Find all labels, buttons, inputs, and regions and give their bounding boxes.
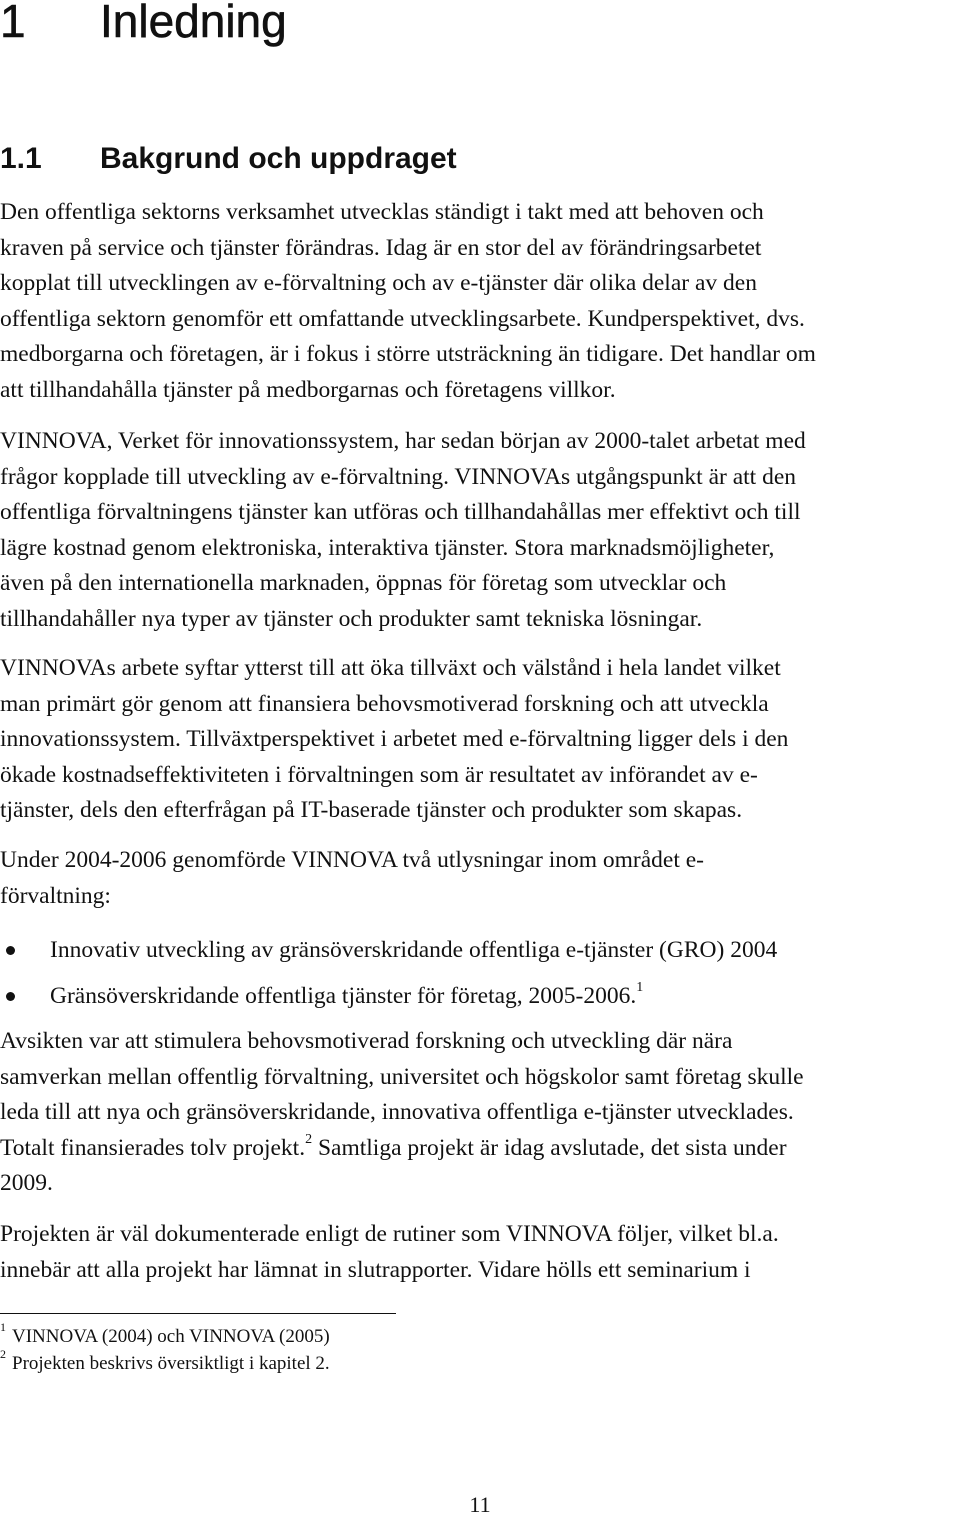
footnote bbox=[0, 1319, 330, 1350]
text-line: tillhandahåller nya typer av tjänster och produkter samt tekniska lösningar. bbox=[0, 605, 703, 632]
text-line: kopplat till utvecklingen av e-förvaltning och av e-tjänster där olika delar av den bbox=[0, 270, 757, 297]
text-line: VINNOVAs arbete syftar ytterst till att öka tillväxt och välstånd i hela landet vilket bbox=[0, 655, 781, 681]
footnote-text: VINNOVA (2004) och VINNOVA (2005) bbox=[12, 1326, 330, 1347]
footnote bbox=[0, 1346, 330, 1377]
bullet-icon bbox=[6, 946, 15, 955]
text-line: innebär att alla projekt har lämnat in slutrapporter. Vidare hölls ett seminarium i bbox=[0, 1256, 751, 1283]
text-line bbox=[0, 1131, 960, 1167]
list-item bbox=[0, 973, 960, 1019]
footnote-text: Projekten beskrivs översiktligt i kapitel 2. bbox=[12, 1353, 330, 1374]
text-line: medborgarna och företagen, är i fokus i större utsträckning än tidigare. Det handlar om bbox=[0, 341, 816, 368]
text-line: tjänster, dels den efterfrågan på IT-baserade tjänster och produkter som skapas. bbox=[0, 797, 743, 824]
page-number: 11 bbox=[469, 1492, 491, 1517]
text-line: frågor kopplade till utveckling av e-förvaltning. VINNOVAs utgångspunkt är att den bbox=[0, 463, 796, 490]
text-line: leda till att nya och gränsöverskridande, innovativa offentliga e-tjänster utvecklades. bbox=[0, 1099, 794, 1126]
text-line: offentliga förvaltningens tjänster kan utföras och tillhandahållas mer effektivt och till bbox=[0, 499, 801, 526]
text-line: förvaltning: bbox=[0, 882, 111, 909]
paragraph-5 bbox=[0, 1024, 960, 1202]
text-line: Under 2004-2006 genomförde VINNOVA två utlysningar inom området e- bbox=[0, 847, 705, 873]
text-line: ökade kostnadseffektiviteten i förvaltningen som är resultatet av införandet av e- bbox=[0, 761, 758, 788]
text-line: 2009. bbox=[0, 1170, 53, 1197]
paragraph-2 bbox=[0, 424, 960, 638]
bullet-list bbox=[0, 927, 960, 1019]
list-item bbox=[0, 927, 960, 973]
footnote-mark: 2 bbox=[0, 1346, 6, 1361]
chapter-heading bbox=[0, 0, 287, 52]
list-item-text: Innovativ utveckling av gränsöverskridande offentliga e-tjänster (GRO) 2004 bbox=[50, 937, 778, 963]
section-title: Bakgrund och uppdraget bbox=[100, 142, 457, 175]
paragraph-1 bbox=[0, 195, 960, 409]
text-line: kraven på service och tjänster förändras. Idag är en stor del av förändringsarbetet bbox=[0, 234, 762, 261]
text-line: man primärt gör genom att finansiera behovsmotiverad forskning och att utveckla bbox=[0, 690, 769, 717]
footnotes bbox=[0, 1319, 330, 1377]
bullet-icon bbox=[6, 992, 15, 1001]
text-line: även på den internationella marknaden, öppnas för företag som utvecklar och bbox=[0, 570, 727, 597]
text-fragment: Totalt finansierades tolv projekt. bbox=[0, 1134, 306, 1161]
paragraph-4 bbox=[0, 843, 960, 914]
text-line: innovationssystem. Tillväxtperspektivet i arbetet med e-förvaltning ligger dels i den bbox=[0, 726, 789, 753]
list-item-text: Gränsöverskridande offentliga tjänster för företag, 2005-2006. bbox=[50, 983, 637, 1009]
footnote-reference[interactable]: 2 bbox=[305, 1131, 313, 1147]
text-line: Den offentliga sektorns verksamhet utvecklas ständigt i takt med att behoven och bbox=[0, 199, 764, 225]
chapter-title: Inledning bbox=[100, 0, 287, 47]
text-line: att tillhandahålla tjänster på medborgarnas och företagens villkor. bbox=[0, 376, 616, 403]
footnote-divider bbox=[0, 1313, 396, 1314]
text-line: offentliga sektorn genomför ett omfattande utvecklingsarbete. Kundperspektivet, dvs. bbox=[0, 305, 805, 332]
paragraph-6 bbox=[0, 1217, 960, 1288]
chapter-number: 1 bbox=[0, 0, 26, 47]
text-fragment: Samtliga projekt är idag avslutade, det sista under bbox=[312, 1134, 787, 1161]
section-heading bbox=[0, 139, 457, 179]
text-line: VINNOVA, Verket för innovationssystem, har sedan början av 2000-talet arbetat med bbox=[0, 428, 806, 454]
text-line: samverkan mellan offentlig förvaltning, universitet och högskolor samt företag skulle bbox=[0, 1063, 804, 1090]
section-number: 1.1 bbox=[0, 142, 42, 175]
text-line: Projekten är väl dokumenterade enligt de rutiner som VINNOVA följer, vilket bl.a. bbox=[0, 1221, 779, 1247]
text-line: Avsikten var att stimulera behovsmotiverad forskning och utveckling där nära bbox=[0, 1028, 733, 1054]
footnote-reference[interactable]: 1 bbox=[636, 980, 644, 996]
text-line: lägre kostnad genom elektroniska, interaktiva tjänster. Stora marknadsmöjligheter, bbox=[0, 534, 775, 561]
footnote-mark: 1 bbox=[0, 1319, 6, 1334]
paragraph-3 bbox=[0, 651, 960, 829]
